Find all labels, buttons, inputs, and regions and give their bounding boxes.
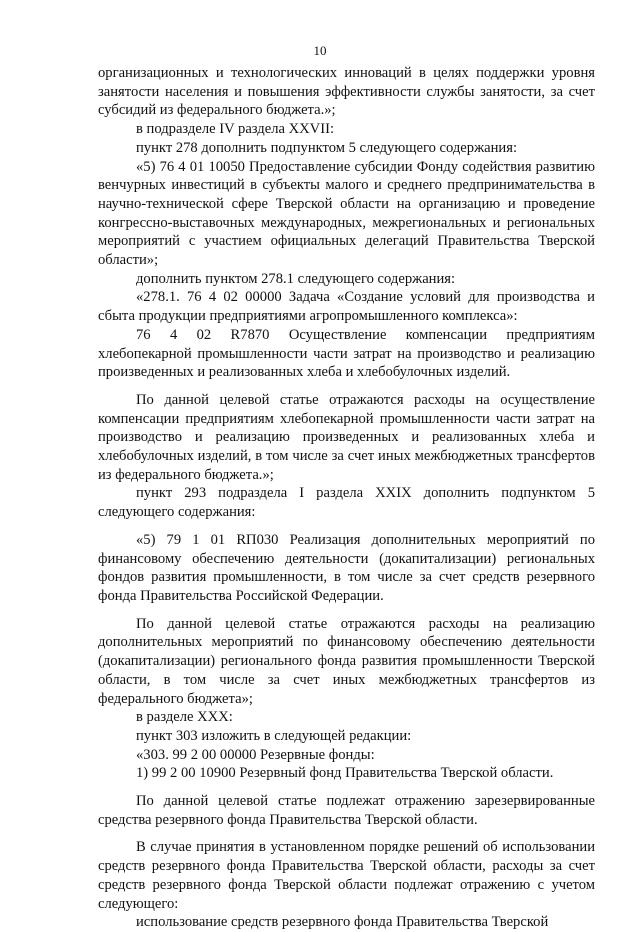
paragraph-body: использование средств резервного фонда Правительства Тверской	[136, 914, 549, 931]
paragraph-body: По данной целевой статье отражаются расходы на осуществление компенсации предприятиям хлебопекарной промышленности части затрат на производство и реализацию произведенных и реализованных хлеба и хлебобулочных изделий, в том числе за счет иных межбюджетных трансфертов из федерального бюджета.»;	[98, 391, 595, 483]
paragraph-instruction: дополнить пунктом 278.1 следующего содержания:	[136, 270, 456, 287]
paragraph-item: «278.1. 76 4 02 00000 Задача «Создание условий для производства и сбыта продукции предприятиями агропромышленного комплекса»:	[98, 289, 595, 325]
paragraph-item: «5) 79 1 01 RП030 Реализация дополнительных мероприятий по финансовому обеспечению деятельности (докапитализации) региональных фондов развития промышленности, в том числе за счет средств резервного фонда Правительства Российской Федерации.	[98, 531, 595, 604]
paragraph-body: По данной целевой статье подлежат отражению зарезервированные средства резервного фонда Правительства Тверской области.	[98, 793, 595, 828]
paragraph-section-heading: в разделе XXX:	[136, 709, 233, 726]
paragraph-body: В случае принятия в установленном порядке решений об использовании средств резервного фонда Правительства Тверской области, расходы за счет средств резервного фонда Тверской области подлежат отражению с учетом следующего:	[98, 839, 595, 912]
paragraph-instruction: пункт 303 изложить в следующей редакции:	[136, 727, 412, 744]
paragraph-item: «5) 76 4 01 10050 Предоставление субсидии Фонду содействия развитию венчурных инвестиций в субъекты малого и среднего предпринимательства в научно-технической сфере Тверской области на организацию и проведение конгрессно-выставочных международных, межрегиональных и региональных мероприятий с участием официальных делегаций Правительства Тверской области»;	[98, 158, 595, 269]
paragraph-instruction: пункт 293 подраздела I раздела XXIX дополнить подпунктом 5 следующего содержания:	[98, 485, 595, 521]
paragraph-item: «303. 99 2 00 00000 Резервные фонды:	[136, 746, 375, 763]
page-number: 10	[313, 43, 327, 58]
paragraph-subsection-heading: в подразделе IV раздела XXVII:	[136, 121, 334, 138]
document-body	[98, 64, 595, 932]
paragraph-continuation: организационных и технологических инноваций в целях поддержки уровня занятости населения и повышения эффективности службы занятости, за счет субсидий из федерального бюджета.»;	[98, 65, 595, 119]
paragraph-body: По данной целевой статье отражаются расходы на реализацию дополнительных мероприятий по финансовому обеспечению деятельности (докапитализации) регионального фонда развития промышленности Тверской области, в том числе за счет иных межбюджетных трансфертов из федерального бюджета»;	[98, 615, 595, 707]
paragraph-item: 76 4 02 R7870 Осуществление компенсации предприятиям хлебопекарной промышленности части затрат на производство и реализацию произведенных и реализованных хлеба и хлебобулочных изделий.	[98, 326, 595, 381]
paragraph-item: 1) 99 2 00 10900 Резервный фонд Правительства Тверской области.	[136, 765, 554, 782]
paragraph-instruction: пункт 278 дополнить подпунктом 5 следующего содержания:	[136, 139, 518, 156]
